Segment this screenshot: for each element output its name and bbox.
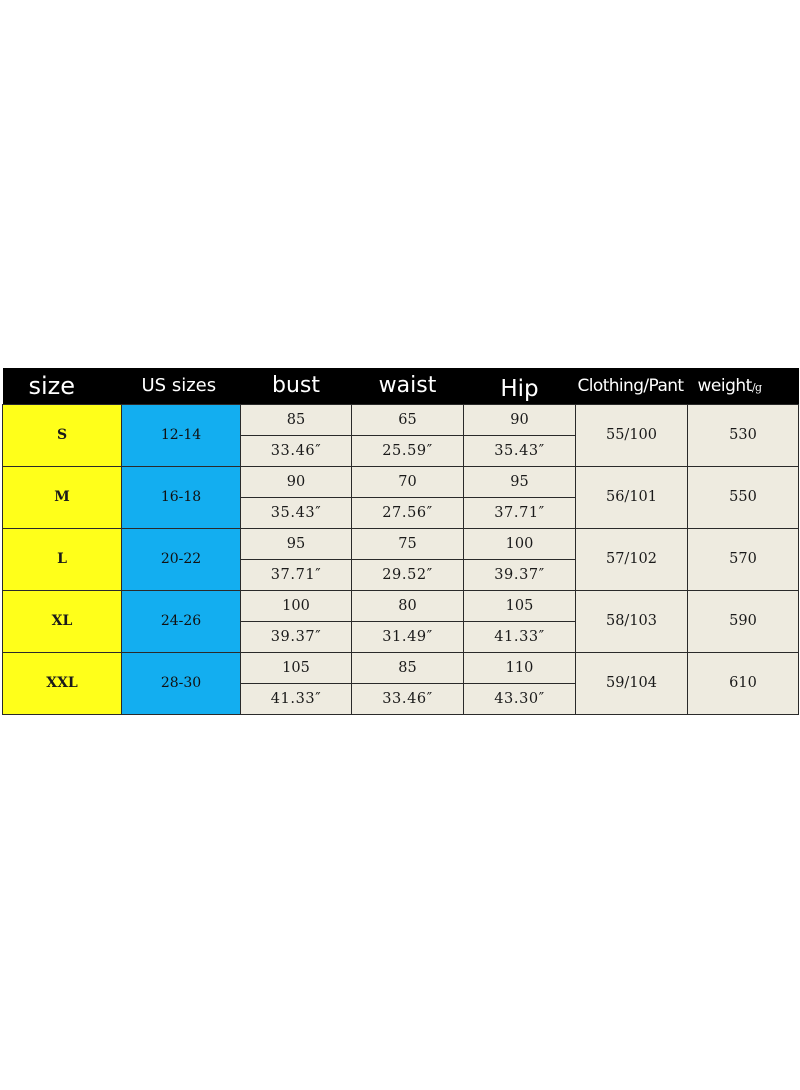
- us-size-cell: 12-14: [122, 404, 241, 466]
- waist-in-cell: 25.59″: [352, 435, 464, 466]
- clothing-pant-cell: 58/103: [576, 590, 688, 652]
- waist-cm-cell: 65: [352, 404, 464, 435]
- hip-in-cell: 39.37″: [464, 559, 576, 590]
- bust-in-cell: 41.33″: [241, 683, 352, 714]
- us-size-cell: 16-18: [122, 466, 241, 528]
- hip-cm-cell: 100: [464, 528, 576, 559]
- waist-in-cell: 31.49″: [352, 621, 464, 652]
- weight-cell: 570: [688, 528, 799, 590]
- bust-cm-cell: 105: [241, 652, 352, 683]
- us-size-cell: 24-26: [122, 590, 241, 652]
- hip-in-cell: 43.30″: [464, 683, 576, 714]
- header-waist: waist: [378, 373, 437, 399]
- waist-cm-cell: 85: [352, 652, 464, 683]
- weight-cell: 590: [688, 590, 799, 652]
- clothing-pant-cell: 59/104: [576, 652, 688, 714]
- bust-cm-cell: 85: [241, 404, 352, 435]
- header-us-sizes: US sizes: [141, 375, 217, 397]
- weight-cell: 550: [688, 466, 799, 528]
- header-bust: bust: [272, 373, 320, 399]
- bust-cm-cell: 100: [241, 590, 352, 621]
- size-cell: XXL: [3, 652, 122, 714]
- waist-cm-cell: 75: [352, 528, 464, 559]
- size-table: [2, 368, 799, 715]
- bust-cm-cell: 90: [241, 466, 352, 497]
- us-size-cell: 28-30: [122, 652, 241, 714]
- clothing-pant-cell: 57/102: [576, 528, 688, 590]
- hip-in-cell: 37.71″: [464, 497, 576, 528]
- header-hip: Hip: [500, 375, 539, 402]
- bust-in-cell: 33.46″: [241, 435, 352, 466]
- hip-cm-cell: 90: [464, 404, 576, 435]
- table-row: [3, 404, 799, 435]
- waist-in-cell: 27.56″: [352, 497, 464, 528]
- hip-cm-cell: 110: [464, 652, 576, 683]
- header-weight-unit: /g: [751, 380, 762, 394]
- us-size-cell: 20-22: [122, 528, 241, 590]
- clothing-pant-cell: 55/100: [576, 404, 688, 466]
- waist-cm-cell: 80: [352, 590, 464, 621]
- weight-cell: 530: [688, 404, 799, 466]
- size-cell: S: [3, 404, 122, 466]
- hip-cm-cell: 105: [464, 590, 576, 621]
- table-row: [3, 466, 799, 497]
- bust-cm-cell: 95: [241, 528, 352, 559]
- table-row: [3, 590, 799, 621]
- hip-in-cell: 41.33″: [464, 621, 576, 652]
- size-chart: [2, 368, 798, 720]
- header-weight: [688, 368, 799, 404]
- size-cell: XL: [3, 590, 122, 652]
- table-row: [3, 528, 799, 559]
- weight-cell: 610: [688, 652, 799, 714]
- waist-cm-cell: 70: [352, 466, 464, 497]
- header-row: [3, 368, 799, 404]
- hip-in-cell: 35.43″: [464, 435, 576, 466]
- clothing-pant-cell: 56/101: [576, 466, 688, 528]
- table-row: [3, 652, 799, 683]
- hip-cm-cell: 95: [464, 466, 576, 497]
- size-cell: M: [3, 466, 122, 528]
- size-cell: L: [3, 528, 122, 590]
- waist-in-cell: 29.52″: [352, 559, 464, 590]
- header-weight-label: weight: [697, 375, 752, 396]
- waist-in-cell: 33.46″: [352, 683, 464, 714]
- bust-in-cell: 37.71″: [241, 559, 352, 590]
- header-size: size: [28, 371, 76, 400]
- bust-in-cell: 35.43″: [241, 497, 352, 528]
- header-clothing-pant: Clothing/Pant: [577, 375, 684, 396]
- bust-in-cell: 39.37″: [241, 621, 352, 652]
